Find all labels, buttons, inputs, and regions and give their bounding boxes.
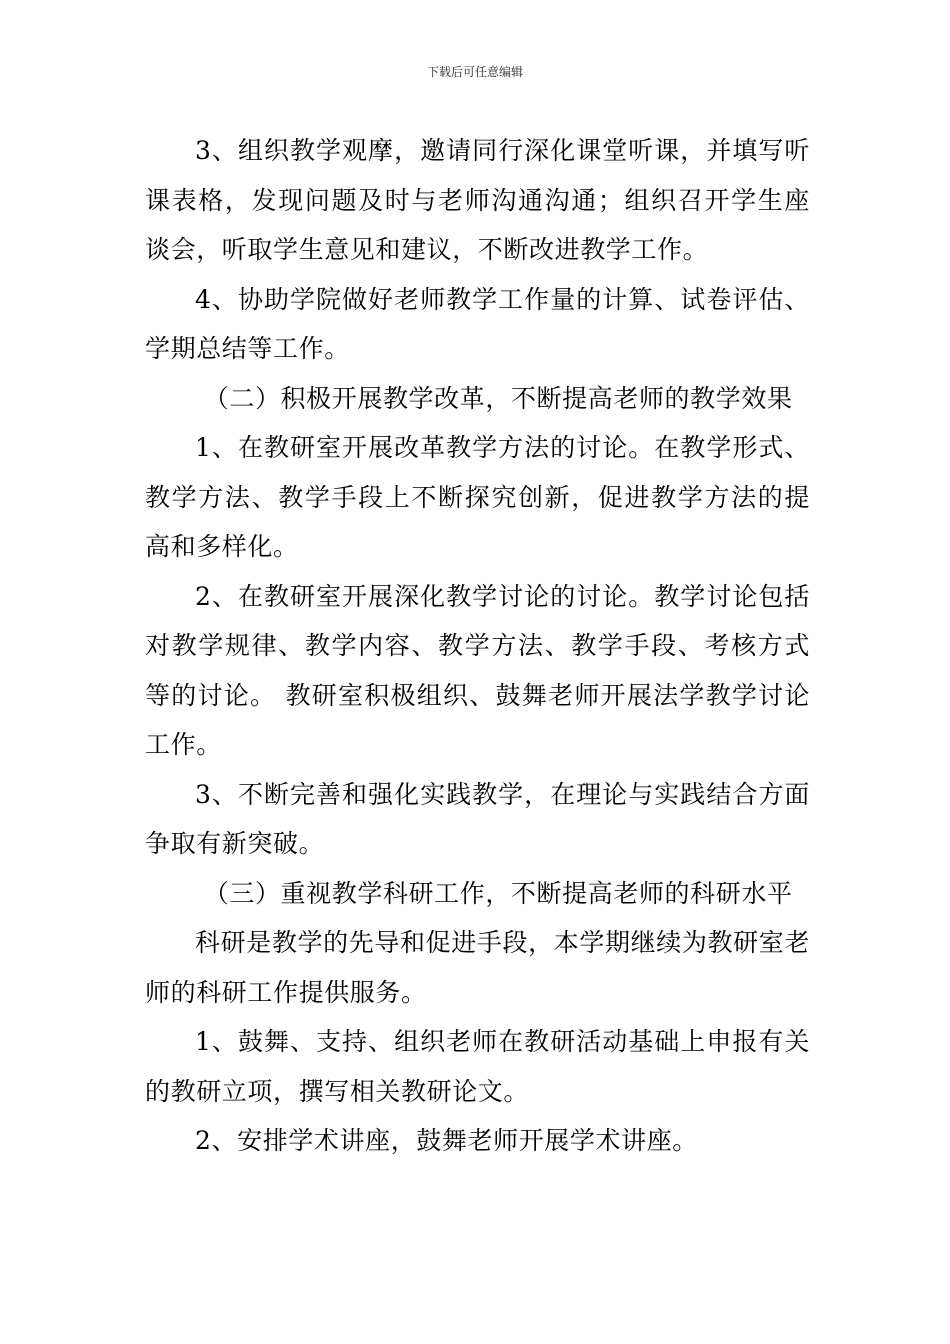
paragraph-item-1-projects: 1、鼓舞、支持、组织老师在教研活动基础上申报有关的教研立项，撰写相关教研论文。 — [145, 1027, 810, 1106]
paragraph-item-3-practice: 3、不断完善和强化实践教学，在理论与实践结合方面争取有新突破。 — [145, 779, 810, 858]
document-body — [145, 126, 810, 1166]
paragraph-research-intro: 科研是教学的先导和促进手段，本学期继续为教研室老师的科研工作提供服务。 — [145, 928, 810, 1007]
section-heading-3: （三）重视教学科研工作，不断提高老师的科研水平 — [203, 878, 793, 908]
paragraph-item-4-workload: 4、协助学院做好老师教学工作量的计算、试卷评估、学期总结等工作。 — [145, 284, 810, 363]
paragraph-item-1-methods: 1、在教研室开展改革教学方法的讨论。在教学形式、教学方法、教学手段上不断探究创新，促进教学方法的提高和多样化。 — [145, 433, 810, 561]
paragraph-item-2-discussion: 2、在教研室开展深化教学讨论的讨论。教学讨论包括对教学规律、教学内容、教学方法、教学手段、考核方式等的讨论。 教研室积极组织、鼓舞老师开展法学教学讨论工作。 — [145, 581, 810, 759]
page-header: 下载后可任意编辑 — [426, 65, 523, 79]
section-heading-2: （二）积极开展教学改革，不断提高老师的教学效果 — [203, 383, 793, 413]
paragraph-item-2-lectures: 2、安排学术讲座，鼓舞老师开展学术讲座。 — [195, 1126, 698, 1155]
paragraph-item-3-observation: 3、组织教学观摩，邀请同行深化课堂听课，并填写听课表格，发现问题及时与老师沟通沟通；组织召开学生座谈会，听取学生意见和建议，不断改进教学工作。 — [145, 136, 810, 264]
